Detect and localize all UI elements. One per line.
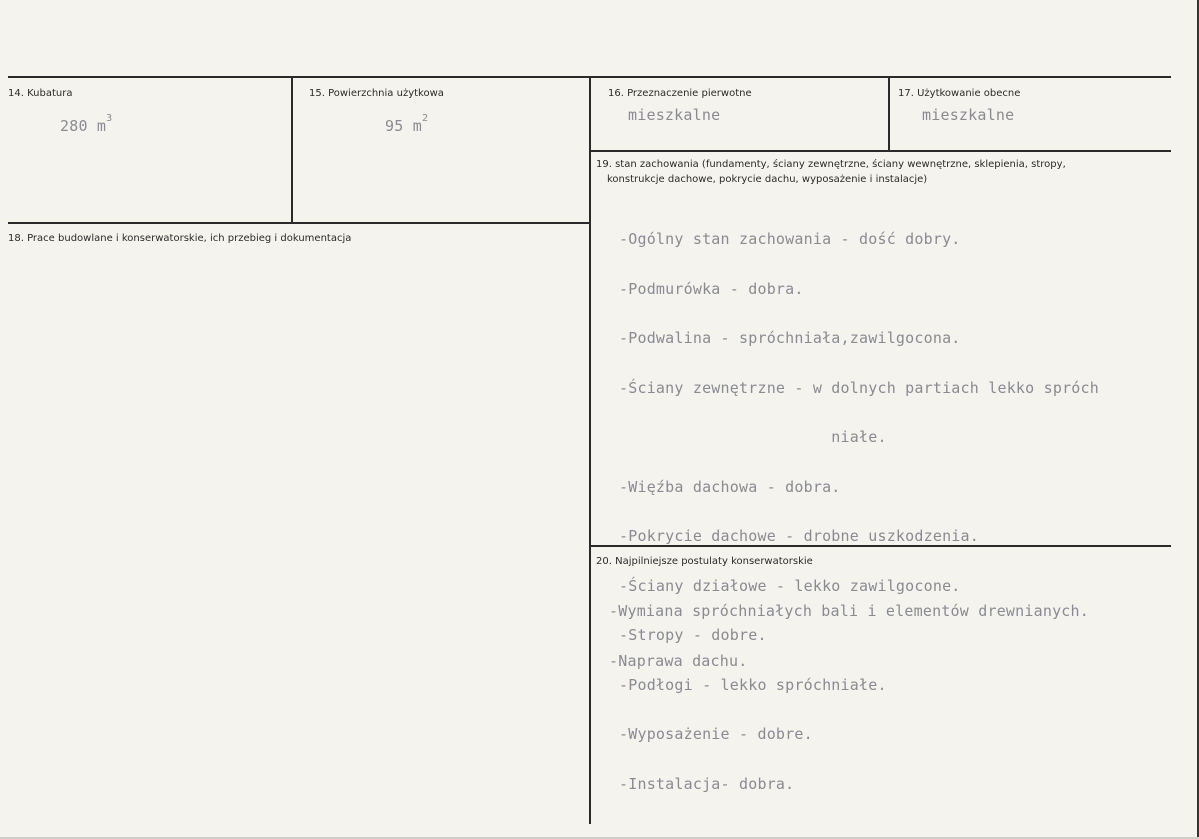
field-15-value: 95 $m^2$ bbox=[385, 113, 429, 135]
condition-line: niałe. bbox=[619, 428, 887, 446]
field-20-label: 20. Najpilniejsze postulaty konserwatorskie bbox=[596, 556, 813, 567]
condition-line: -Instalacja- dobra. bbox=[619, 774, 795, 793]
rule-under-16-17 bbox=[591, 150, 1171, 152]
rule-under-14-15 bbox=[8, 222, 591, 224]
divider-16-17 bbox=[888, 78, 890, 150]
field-20-postulates-list bbox=[609, 570, 1089, 686]
field-17-label: 17. Użytkowanie obecne bbox=[898, 88, 1021, 99]
field-18-label: 18. Prace budowlane i konserwatorskie, ich przebieg i dokumentacja bbox=[8, 233, 352, 244]
condition-line: -Ogólny stan zachowania - dość dobry. bbox=[619, 230, 961, 248]
condition-line: -Wyposażenie - dobre. bbox=[619, 725, 813, 743]
condition-line: -Stropy - dobre. bbox=[619, 626, 767, 644]
postulate-line: -Naprawa dachu. bbox=[609, 651, 748, 670]
field-15-unit-exponent: 2 bbox=[421, 113, 429, 124]
field-15-label: 15. Powierzchnia użytkowa bbox=[309, 88, 444, 99]
condition-line: -Ściany działowe - lekko zawilgocone. bbox=[619, 576, 961, 595]
postulate-line: -Wymiana spróchniałych bali i elementów drewnianych. bbox=[609, 602, 1089, 620]
center-divider bbox=[589, 78, 591, 824]
condition-line: -Ściany zewnętrzne - w dolnych partiach lekko spróch bbox=[619, 378, 1099, 397]
field-17-value: mieszkalne bbox=[922, 106, 1015, 124]
field-19-label-line2: konstrukcje dachowe, pokrycie dachu, wyposażenie i instalacje) bbox=[607, 174, 928, 185]
divider-14-15 bbox=[291, 78, 293, 222]
field-14-unit-exponent: 3 bbox=[106, 113, 113, 124]
condition-line: -Podmurówka - dobra. bbox=[619, 279, 804, 298]
field-19-condition-list bbox=[619, 198, 1099, 809]
field-16-value: mieszkalne bbox=[628, 106, 721, 124]
condition-line: -Podwalina - spróchniała,zawilgocona. bbox=[619, 329, 961, 347]
field-16-label: 16. Przeznaczenie pierwotne bbox=[608, 88, 752, 99]
field-19-label-line1: 19. stan zachowania (fundamenty, ściany zewnętrzne, ściany wewnętrzne, sklepienia, stropy, bbox=[596, 159, 1066, 170]
field-14-label: 14. Kubatura bbox=[8, 88, 73, 99]
field-14-value: 280 $m^3$ bbox=[60, 113, 113, 135]
condition-line: -Podłogi - lekko spróchniałe. bbox=[619, 675, 887, 694]
condition-line: -Pokrycie dachowe - drobne uszkodzenia. bbox=[619, 527, 979, 545]
condition-line: -Więźba dachowa - dobra. bbox=[619, 477, 841, 496]
